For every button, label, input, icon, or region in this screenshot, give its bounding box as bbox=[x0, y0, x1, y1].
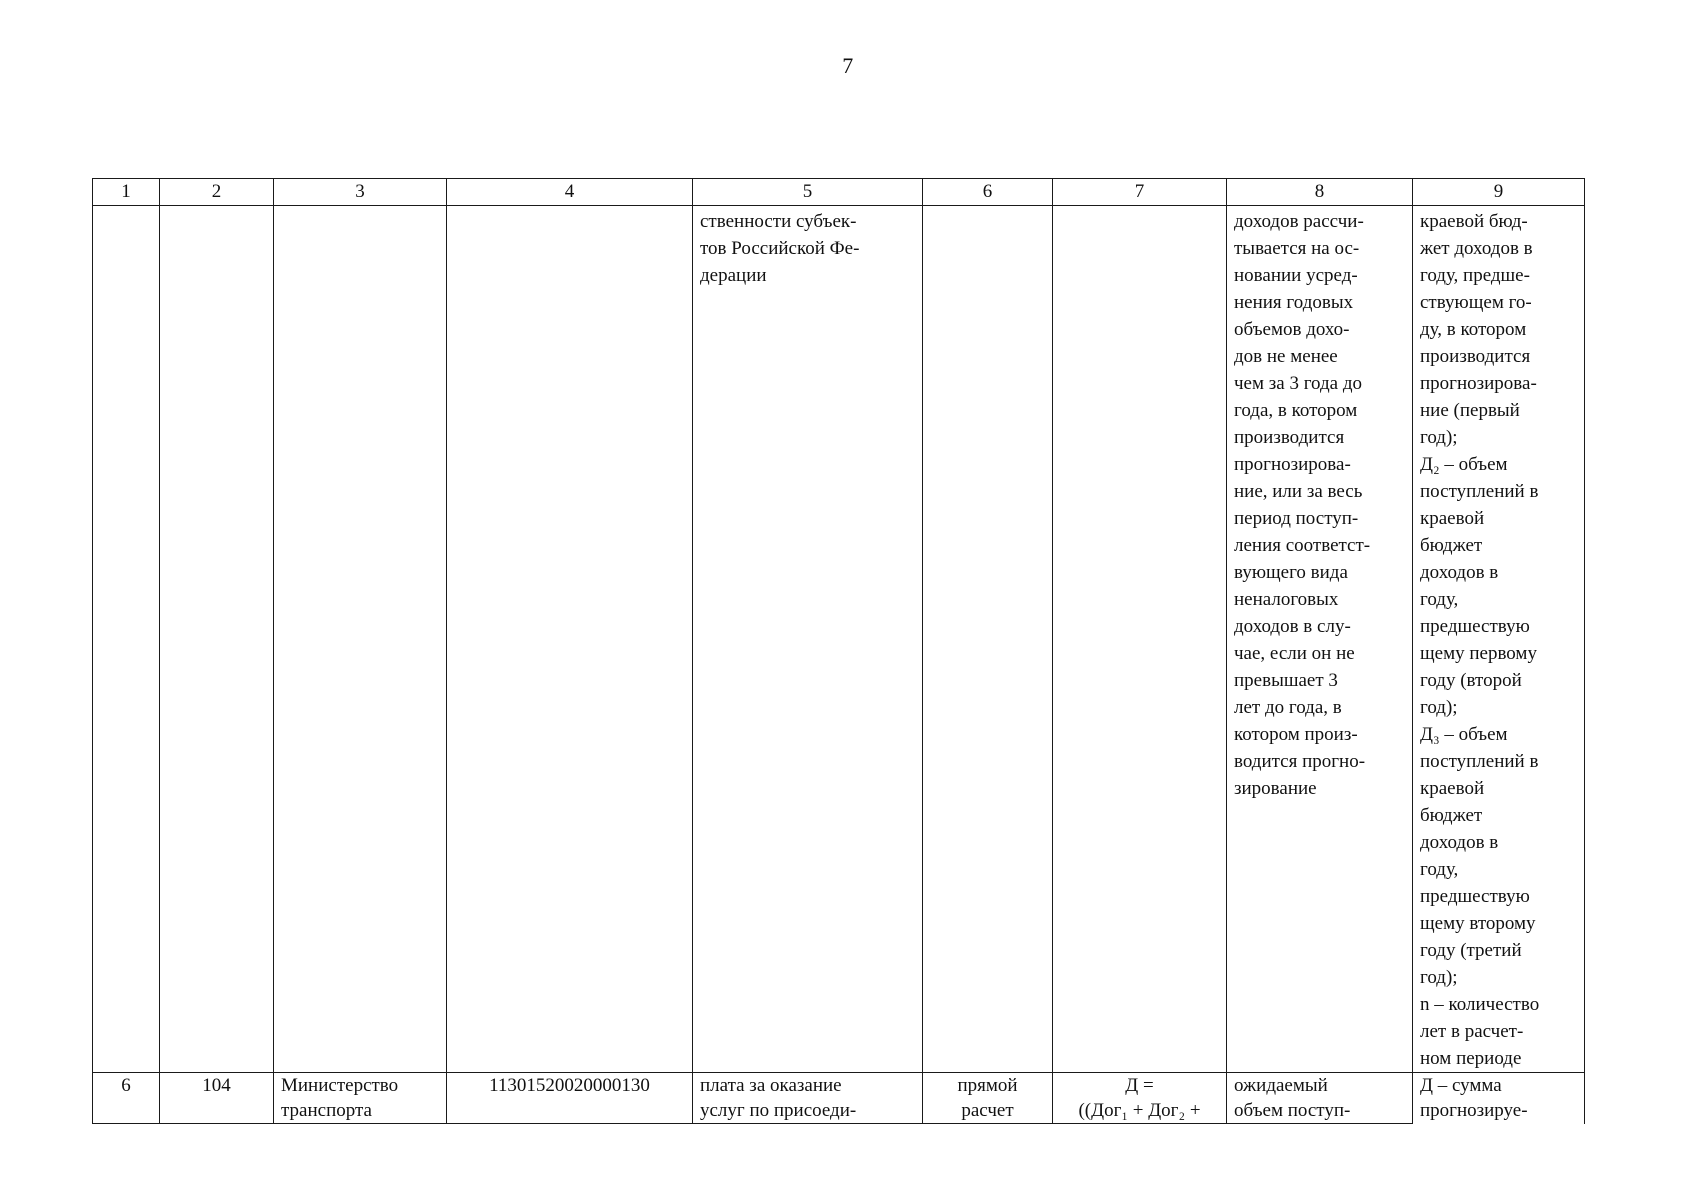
table-cell-row-number: 6 bbox=[93, 1073, 160, 1124]
table-cell-method-text: доходов рассчи- тывается на ос- новании усред- нения годовых объемов дохо- дов не менее чем за 3 года до года, в котором производится прогнозирова- ние, или за весь период поступ- ления соответст- вующего вида неналоговых доходов в слу- чае, если он не превышает 3 лет до года, в котором произ- водится прогно- зирование bbox=[1227, 206, 1413, 1073]
column-header-4: 4 bbox=[447, 179, 693, 206]
table-cell-formula: Д = ((Дог₁ + Дог₂ + bbox=[1053, 1073, 1227, 1124]
table-cell-administrator: Министерство транспорта bbox=[274, 1073, 447, 1124]
table-row bbox=[93, 1073, 1585, 1124]
revenue-forecast-table bbox=[92, 178, 1585, 1124]
table-cell bbox=[160, 206, 274, 1073]
table-cell-formula-legend: краевой бюд- жет доходов в году, предше- ствующем го- ду, в котором производится прогнозирова- ние (первый год); Д₂ – объем поступлений в краевой бюджет доходов в году, предшествую щему первому году (второй год); Д₃ – объем поступлений в краевой бюджет доходов в году, предшествую щему второму году (третий год); n – количество лет в расчет- ном периоде bbox=[1413, 206, 1585, 1073]
table-cell bbox=[274, 206, 447, 1073]
table-cell-kbk-code: 11301520020000130 bbox=[447, 1073, 693, 1124]
table-cell-admin-code: 104 bbox=[160, 1073, 274, 1124]
table-cell bbox=[93, 206, 160, 1073]
table-row-continuation bbox=[93, 206, 1585, 1073]
column-header-8: 8 bbox=[1227, 179, 1413, 206]
column-header-7: 7 bbox=[1053, 179, 1227, 206]
column-header-5: 5 bbox=[693, 179, 923, 206]
table-cell-formula-legend: Д – сумма прогнозируе- bbox=[1413, 1073, 1585, 1124]
page-number: 7 bbox=[842, 53, 854, 78]
column-header-6: 6 bbox=[923, 179, 1053, 206]
table-cell bbox=[923, 206, 1053, 1073]
table-cell-method: прямой расчет bbox=[923, 1073, 1053, 1124]
table-cell-description: ственности субъек- тов Российской Фе- дерации bbox=[693, 206, 923, 1073]
column-header-1: 1 bbox=[93, 179, 160, 206]
column-header-3: 3 bbox=[274, 179, 447, 206]
column-number-row bbox=[93, 179, 1585, 206]
table-cell bbox=[1053, 206, 1227, 1073]
table-cell-method-text: ожидаемый объем поступ- bbox=[1227, 1073, 1413, 1124]
column-header-9: 9 bbox=[1413, 179, 1585, 206]
column-header-2: 2 bbox=[160, 179, 274, 206]
table-cell bbox=[447, 206, 693, 1073]
table-cell-description: плата за оказание услуг по присоеди- bbox=[693, 1073, 923, 1124]
